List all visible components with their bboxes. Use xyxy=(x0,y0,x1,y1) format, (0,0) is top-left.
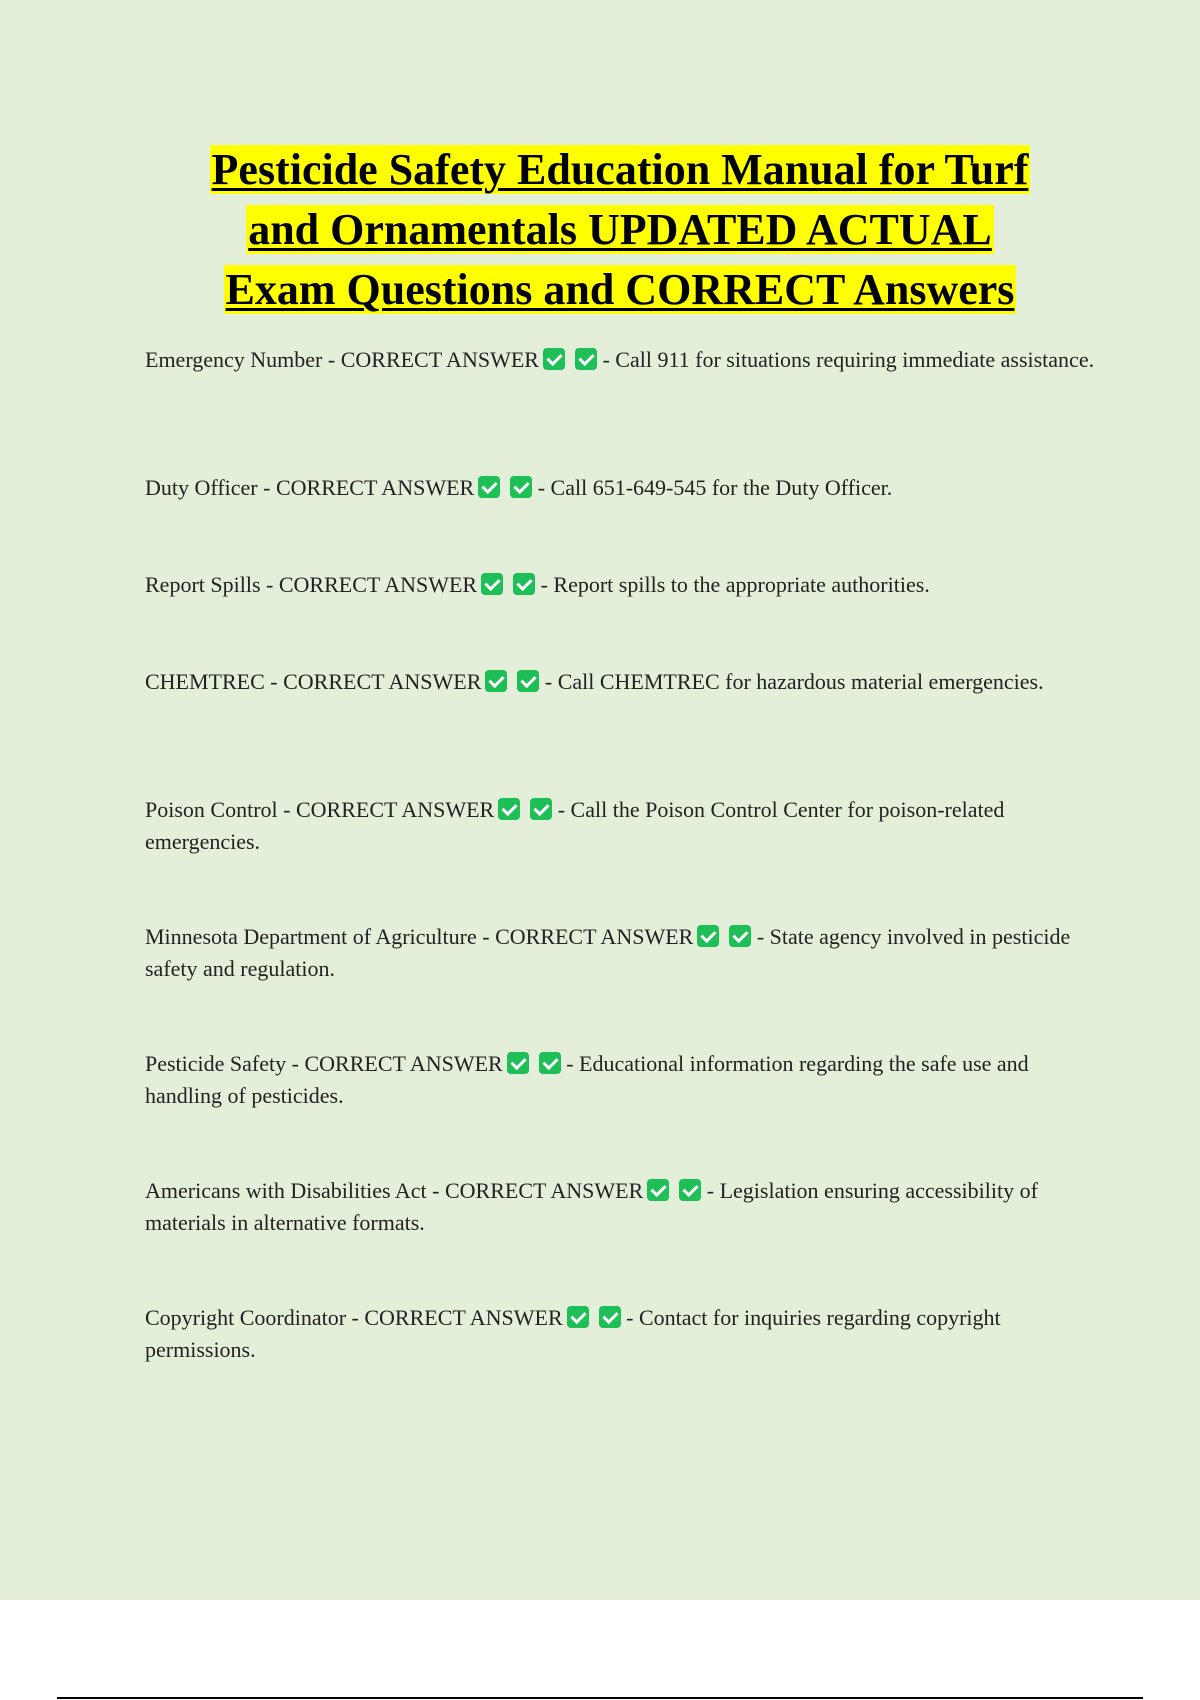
qa-entry: Americans with Disabilities Act - CORRECT ANSWER - Legislation ensuring accessibility of materials in alternative formats. xyxy=(145,1178,1038,1235)
check-box-icon xyxy=(510,476,532,498)
question-term: Americans with Disabilities Act xyxy=(145,1178,427,1203)
check-box-icon xyxy=(539,1052,561,1074)
check-box-icon xyxy=(679,1179,701,1201)
check-box-icon xyxy=(599,1306,621,1328)
title-line-text: Pesticide Safety Education Manual for Turf xyxy=(211,145,1029,194)
answer-text: Call 651-649-545 for the Duty Officer. xyxy=(550,475,893,500)
qa-entry: Poison Control - CORRECT ANSWER - Call the Poison Control Center for poison-related emergencies. xyxy=(145,797,1005,854)
check-box-icon xyxy=(575,348,597,370)
qa-entry: Minnesota Department of Agriculture - CORRECT ANSWER - State agency involved in pesticide safety and regulation. xyxy=(145,924,1071,981)
correct-answer-label: CORRECT ANSWER xyxy=(275,475,475,500)
title-line xyxy=(140,200,1100,260)
title-line xyxy=(140,140,1100,200)
check-box-icon xyxy=(507,1052,529,1074)
answer-text: Contact for inquiries regarding copyright permissions. xyxy=(145,1305,1001,1362)
answer-text: Report spills to the appropriate authorities. xyxy=(553,572,930,597)
qa-entry: Pesticide Safety - CORRECT ANSWER - Educational information regarding the safe use and handling of pesticides. xyxy=(145,1051,1029,1108)
correct-answer-label: CORRECT ANSWER xyxy=(445,1178,644,1203)
qa-entry: Duty Officer - CORRECT ANSWER - Call 651-649-545 for the Duty Officer. xyxy=(145,475,893,500)
title-line-text: Exam Questions and CORRECT Answers xyxy=(225,265,1015,314)
correct-answer-label: CORRECT ANSWER xyxy=(340,347,539,372)
qa-entry: Emergency Number - CORRECT ANSWER - Call 911 for situations requiring immediate assistance. xyxy=(145,347,1095,372)
check-box-icon xyxy=(543,348,565,370)
question-term: Minnesota Department of Agriculture xyxy=(145,924,477,949)
question-term: CHEMTREC xyxy=(145,669,265,694)
answer-text: Educational information regarding the safe use and handling of pesticides. xyxy=(145,1051,1029,1108)
qa-entry: Report Spills - CORRECT ANSWER - Report spills to the appropriate authorities. xyxy=(145,572,930,597)
question-term: Copyright Coordinator xyxy=(145,1305,347,1330)
qa-entry: Copyright Coordinator - CORRECT ANSWER - Contact for inquiries regarding copyright permissions. xyxy=(145,1305,1001,1362)
question-term: Report Spills xyxy=(145,572,261,597)
title-line xyxy=(140,260,1100,320)
question-term: Emergency Number xyxy=(145,347,323,372)
check-box-icon xyxy=(498,798,520,820)
check-box-icon xyxy=(647,1179,669,1201)
check-box-icon xyxy=(530,798,552,820)
document-title xyxy=(140,140,1100,320)
correct-answer-label: CORRECT ANSWER xyxy=(364,1305,563,1330)
question-term: Duty Officer xyxy=(145,475,258,500)
correct-answer-label: CORRECT ANSWER xyxy=(278,572,478,597)
check-box-icon xyxy=(481,573,503,595)
qa-entry: CHEMTREC - CORRECT ANSWER - Call CHEMTREC for hazardous material emergencies. xyxy=(145,669,1044,694)
answer-text: Call 911 for situations requiring immediate assistance. xyxy=(615,347,1095,372)
check-box-icon xyxy=(485,670,507,692)
correct-answer-label: CORRECT ANSWER xyxy=(495,924,694,949)
answer-text: Legislation ensuring accessibility of materials in alternative formats. xyxy=(145,1178,1038,1235)
check-box-icon xyxy=(729,925,751,947)
question-term: Pesticide Safety xyxy=(145,1051,287,1076)
answer-text: Call CHEMTREC for hazardous material emergencies. xyxy=(557,669,1044,694)
answer-text: State agency involved in pesticide safety and regulation. xyxy=(145,924,1071,981)
check-box-icon xyxy=(517,670,539,692)
correct-answer-label: CORRECT ANSWER xyxy=(304,1051,503,1076)
correct-answer-label: CORRECT ANSWER xyxy=(295,797,495,822)
title-line-text: and Ornamentals UPDATED ACTUAL xyxy=(248,205,992,254)
check-box-icon xyxy=(513,573,535,595)
correct-answer-label: CORRECT ANSWER xyxy=(283,669,482,694)
answer-text: Call the Poison Control Center for poison-related emergencies. xyxy=(145,797,1005,854)
check-box-icon xyxy=(697,925,719,947)
footer-divider xyxy=(57,1697,1143,1699)
question-term: Poison Control xyxy=(145,797,278,822)
check-box-icon xyxy=(567,1306,589,1328)
check-box-icon xyxy=(478,476,500,498)
